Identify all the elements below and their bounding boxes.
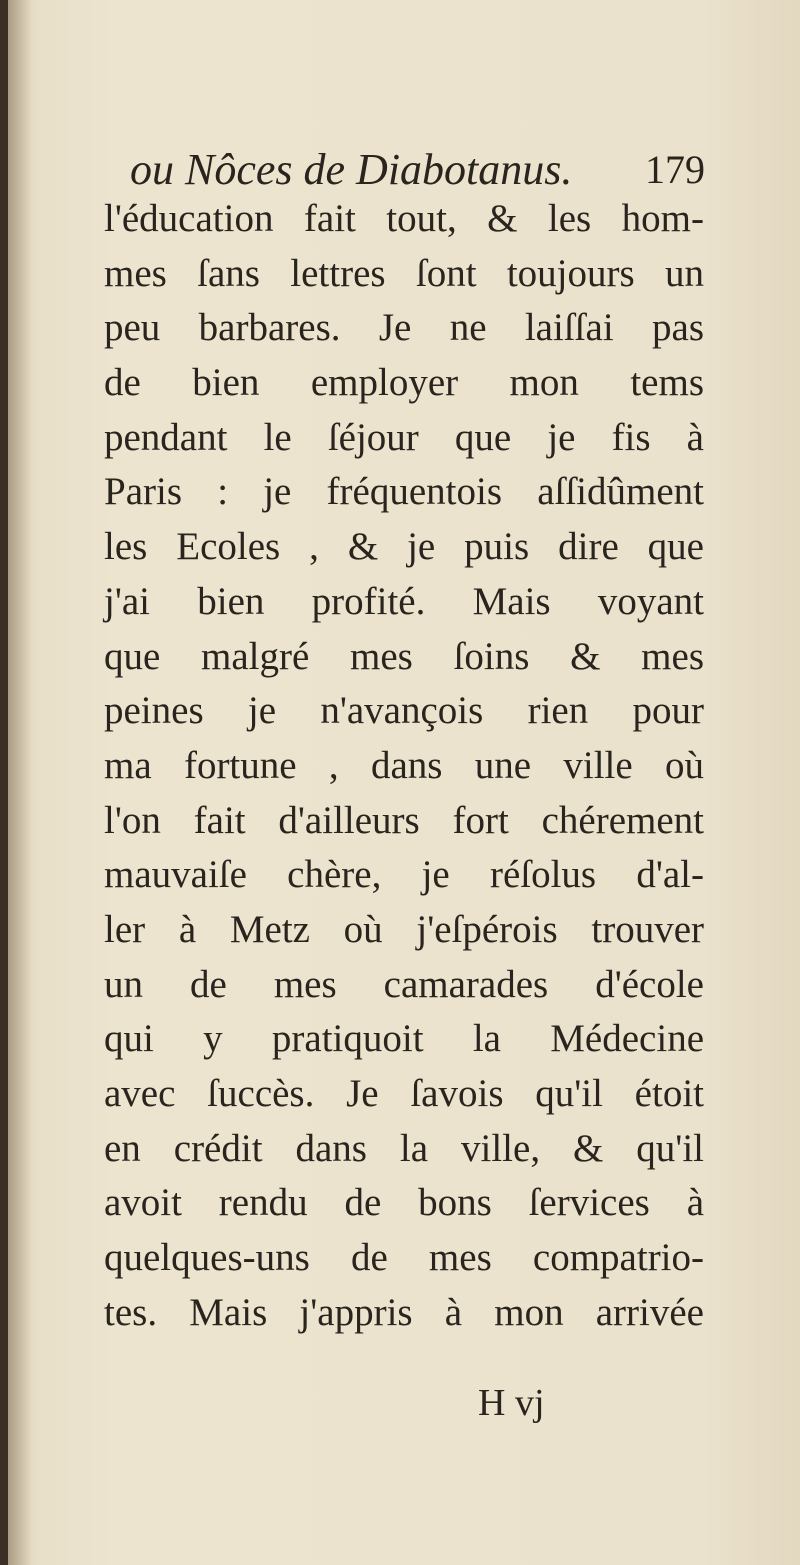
- page-header: [130, 140, 705, 200]
- body-text: [104, 192, 704, 1340]
- text-line: l'on fait d'ailleurs fort chérement: [104, 798, 704, 842]
- text-line: l'éducation fait tout, & les hom-: [104, 197, 704, 240]
- text-line: les Ecoles , & je puis dire que: [104, 525, 704, 569]
- text-line: ler à Metz où j'eſpérois trouver: [104, 907, 704, 951]
- text-line: avec ſuccès. Je ſavois qu'il étoit: [104, 1072, 704, 1115]
- text-line: ma fortune , dans une ville où: [104, 743, 704, 787]
- text-line: peu barbares. Je ne laiſſai pas: [104, 306, 704, 350]
- text-line: peines je n'avançois rien pour: [104, 689, 704, 733]
- text-line: mauvaiſe chère, je réſolus d'al-: [104, 853, 704, 897]
- text-line: qui y pratiquoit la Médecine: [104, 1017, 704, 1061]
- text-line: de bien employer mon tems: [104, 361, 704, 405]
- book-spine-edge: [0, 0, 8, 1565]
- running-title: ou Nôces de Diabotanus.: [130, 145, 573, 194]
- text-line: pendant le ſéjour que je fis à: [104, 415, 704, 459]
- text-line: mes ſans lettres ſont toujours un: [104, 251, 704, 295]
- page-number: 179: [645, 147, 705, 192]
- text-line: tes. Mais j'appris à mon arrivée: [104, 1290, 704, 1334]
- text-line: en crédit dans la ville, & qu'il: [104, 1126, 704, 1170]
- text-line: un de mes camarades d'école: [104, 962, 704, 1006]
- text-line: que malgré mes ſoins & mes: [104, 634, 704, 678]
- text-line: j'ai bien profité. Mais voyant: [104, 579, 704, 623]
- text-line: Paris : je fréquentois aſſidûment: [104, 470, 704, 514]
- text-line: quelques-uns de mes compatrio-: [104, 1236, 704, 1280]
- text-line: avoit rendu de bons ſervices à: [104, 1181, 704, 1225]
- gutter-shadow: [8, 0, 32, 1565]
- signature-mark: H vj: [478, 1382, 545, 1424]
